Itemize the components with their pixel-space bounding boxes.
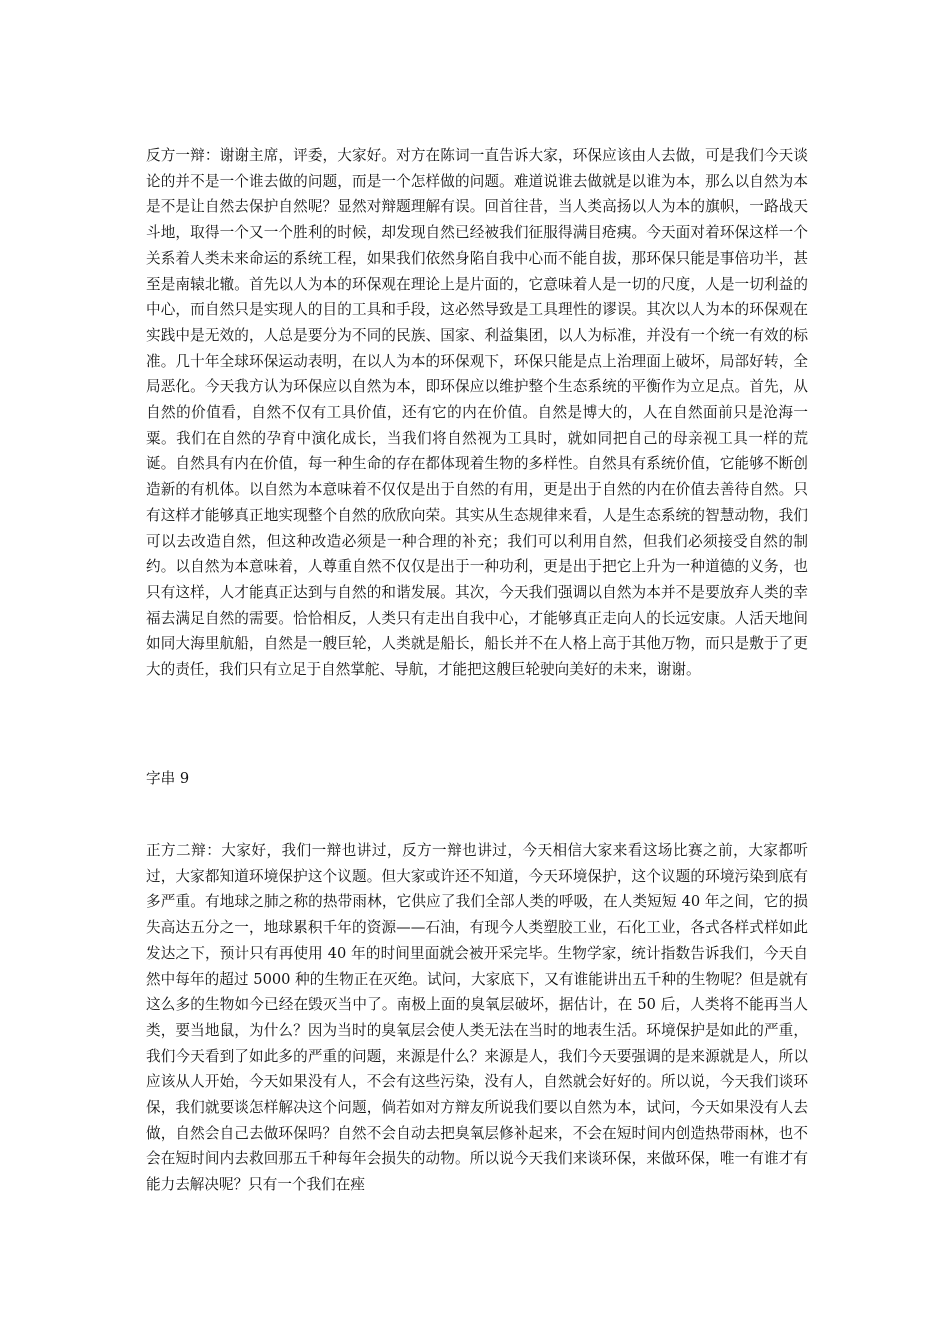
section-label: 字串 9	[146, 770, 190, 787]
paragraph-pro-second-speaker: 正方二辩：大家好，我们一辩也讲过，反方一辩也讲过，今天相信大家来看这场比赛之前，大家都听过，大家都知道环境保护这个议题。但大家或许还不知道，今天环境保护，这个议题的环境污染到底有多严重。有地球之肺之称的热带雨林，它供应了我们全部人类的呼吸，在人类短短 40 年之间，它的损失高达五分之一，地球累积千年的资源——石油，有现今人类塑胶工业，石化工业，各式各样式样如此发达之下，预计只有再使用 40 年的时间里面就会被开采完毕。生物学家，统计指数告诉我们，今天自然中每年的超过 5000 种的生物正在灭绝。试问，大家底下，又有谁能讲出五千种的生物呢？但是就有这么多的生物如今已经在毁灭当中了。南极上面的臭氧层破坏，据估计，在 50 后，人类将不能再当人类，要当地鼠，为什么？因为当时的臭氧层会使人类无法在当时的地表生活。环境保护是如此的严重，我们今天看到了如此多的严重的问题，来源是什么？来源是人，我们今天要强调的是来源就是人，所以应该从人开始，今天如果没有人，不会有这些污染，没有人，自然就会好好的。所以说，今天我们谈环保，我们就要谈怎样解决这个问题，倘若如对方辩友所说我们要以自然为本，试问，今天如果没有人去做，自然会自己去做环保吗？自然不会自动去把臭氧层修补起来，不会在短时间内创造热带雨林，也不会在短时间内去救回那五千种每年会损失的动物。所以说今天我们来谈环保，来做环保，唯一有谁才有能力去解决呢？只有一个我们在痤	[146, 842, 808, 1194]
paragraph-con-first-speaker: 反方一辩：谢谢主席，评委，大家好。对方在陈词一直告诉大家，环保应该由人去做，可是我们今天谈论的并不是一个谁去做的问题，而是一个怎样做的问题。难道说谁去做就是以谁为本，那么以自然为本是不是让自然去保护自然呢？显然对辩题理解有误。回首往昔，当人类高扬以人为本的旗帜，一路战天斗地，取得一个又一个胜利的时候，却发现自然已经被我们征服得满目疮痍。今天面对着环保这样一个关系着人类未来命运的系统工程，如果我们依然身陷自我中心而不能自拔，那环保只能是事倍功半，甚至是南辕北辙。首先以人为本的环保观在理论上是片面的，它意味着人是一切的尺度，人是一切利益的中心，而自然只是实现人的目的工具和手段，这必然导致是工具理性的谬误。其次以人为本的环保观在实践中是无效的，人总是要分为不同的民族、国家、利益集团，以人为标准，并没有一个统一有效的标准。几十年全球环保运动表明，在以人为本的环保观下，环保只能是点上治理面上破坏，局部好转，全局恶化。今天我方认为环保应以自然为本，即环保应以维护整个生态系统的平衡作为立足点。首先，从自然的价值看，自然不仅有工具价值，还有它的内在价值。自然是博大的，人在自然面前只是沧海一粟。我们在自然的孕育中演化成长，当我们将自然视为工具时，就如同把自己的母亲视工具一样的荒诞。自然具有内在价值，每一种生命的存在都体现着生物的多样性。自然具有系统价值，它能够不断创造新的有机体。以自然为本意味着不仅仅是出于自然的有用，更是出于自然的内在价值去善待自然。只有这样才能够真正地实现整个自然的欣欣向荣。其实从生态规律来看，人是生态系统的智慧动物，我们可以去改造自然，但这种改造必须是一种合理的补充；我们可以利用自然，但我们必须接受自然的制约。以自然为本意味着，人尊重自然不仅仅是出于一种功利，更是出于把它上升为一种道德的义务，也只有这样，人才能真正达到与自然的和谐发展。其次，今天我们强调以自然为本并不是要放弃人类的幸福去满足自然的需要。恰恰相反，人类只有走出自我中心，才能够真正走向人的长远安康。人活天地间如同大海里航船，自然是一艘巨轮，人类就是船长，船长并不在人格上高于其他万物，而只是敷于了更大的责任，我们只有立足于自然掌舵、导航，才能把这艘巨轮驶向美好的未来，谢谢。	[146, 147, 808, 679]
